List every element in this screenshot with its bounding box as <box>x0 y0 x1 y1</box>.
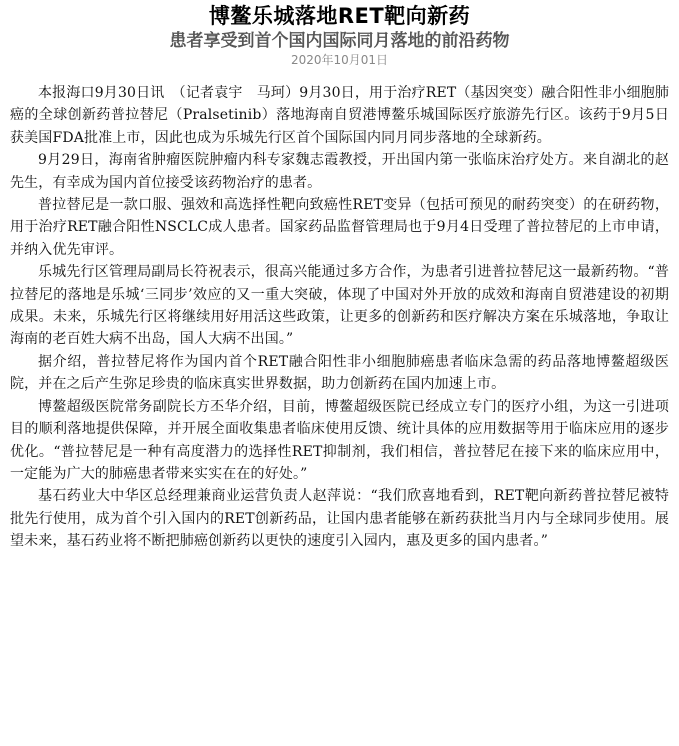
article-paragraph: 普拉替尼是一款口服、强效和高选择性靶向致癌性RET变异（包括可预见的耐药突变）的在研药物，用于治疗RET融合阳性NSCLC成人患者。国家药品监督管理局也于9月4日受理了普拉替尼的上市申请，并纳入优先审评。 <box>10 197 669 258</box>
article-date: 2020年10月01日 <box>290 53 389 67</box>
article-paragraph: 据介绍，普拉替尼将作为国内首个RET融合阳性非小细胞肺癌患者临床急需的药品落地博鳌超级医院，并在之后产生弥足珍贵的临床真实世界数据，助力创新药在国内加速上市。 <box>10 353 669 393</box>
article-paragraph: 博鳌超级医院常务副院长方丕华介绍，目前，博鳌超级医院已经成立专门的医疗小组，为这一引进项目的顺利落地提供保障，并开展全面收集患者临床使用反馈、统计具体的应用数据等用于临床应用的逐步优化。“普拉替尼是一种有高度潜力的选择性RET抑制剂，我们相信，普拉替尼在接下来的临床应用中，一定能为广大的肺癌患者带来实实在在的好处。” <box>10 398 669 482</box>
article-paragraph: 本报海口9月30日讯 （记者袁宇 马珂）9月30日，用于治疗RET（基因突变）融合阳性非小细胞肺癌的全球创新药普拉替尼（Pralsetinib）落地海南自贸港博鳌乐城国际医疗旅游先行区。该药于9月5日获美国FDA批准上市，因此也成为乐城先行区首个国际国内同月同步落地的全球新药。 <box>10 85 669 146</box>
article-paragraph: 9月29日，海南省肿瘤医院肿瘤内科专家魏志霞教授，开出国内第一张临床治疗处方。来自湖北的赵先生，有幸成为国内首位接受该药物治疗的患者。 <box>10 152 669 191</box>
article-paragraph: 乐城先行区管理局副局长符祝表示，很高兴能通过多方合作，为患者引进普拉替尼这一最新药物。“普拉替尼的落地是乐城‘三同步’效应的又一重大突破，体现了中国对外开放的成效和海南自贸港建设的初期成果。未来，乐城先行区将继续用好用活这些政策，让更多的创新药和医疗解决方案在乐城落地，争取让海南的老百姓大病不出岛，国人大病不出国。” <box>10 264 669 348</box>
article-headline: 博鳌乐城落地RET靶向新药 <box>208 4 471 28</box>
article-paragraph: 基石药业大中华区总经理兼商业运营负责人赵萍说：“我们欣喜地看到，RET靶向新药普拉替尼被特批先行使用，成为首个引入国内的RET创新药品，让国内患者能够在新药获批当月内与全球同步使用。展望未来，基石药业将不断把肺癌创新药以更快的速度引入园内，惠及更多的国内患者。” <box>10 488 669 550</box>
article-body <box>10 82 669 553</box>
article-subheadline: 患者享受到首个国内国际同月落地的前沿药物 <box>169 31 510 51</box>
